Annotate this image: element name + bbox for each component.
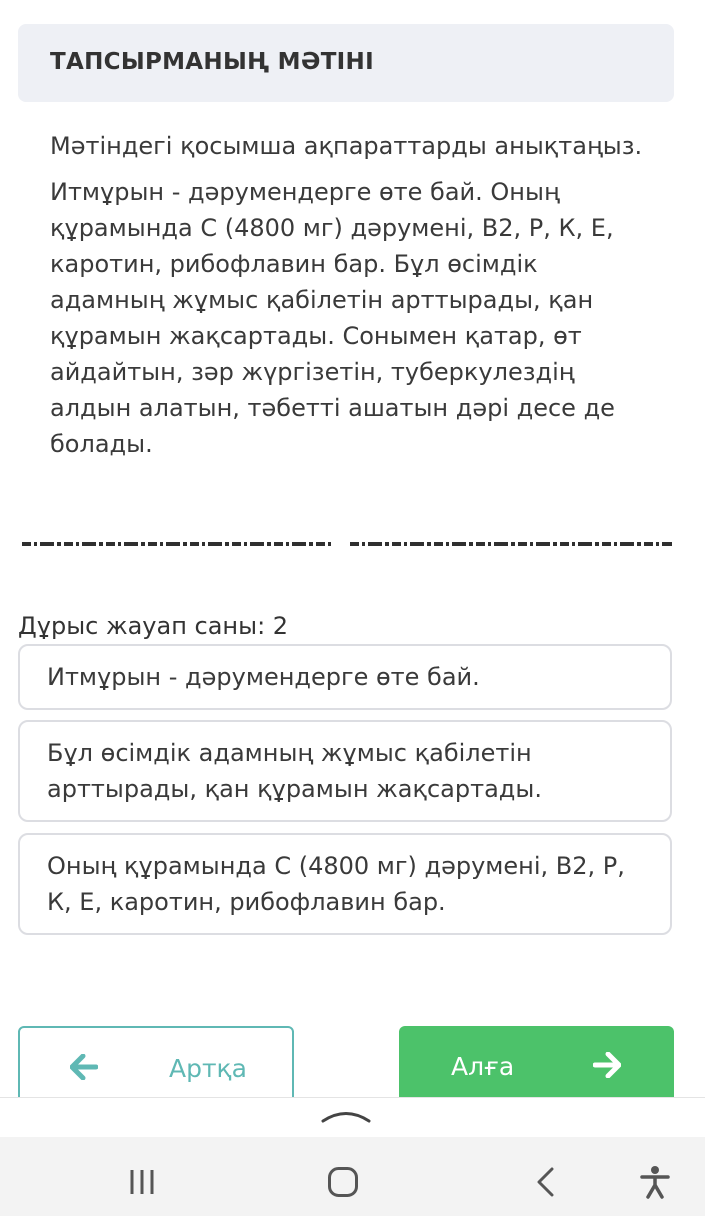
back-button-label: Артқа — [169, 1054, 247, 1083]
task-header — [18, 24, 674, 102]
system-navigation-bar — [0, 1137, 705, 1216]
task-header-title: ТАПСЫРМАНЫҢ МӘТІНІ — [50, 49, 374, 75]
task-text — [50, 128, 650, 472]
answer-option-1[interactable] — [18, 644, 672, 710]
answer-option-3[interactable] — [18, 833, 672, 935]
accessibility-icon[interactable] — [640, 1165, 670, 1199]
answer-option-text: Итмұрын - дәрумендерге өте бай. — [47, 663, 480, 691]
system-back-icon[interactable] — [534, 1167, 556, 1197]
recent-apps-icon[interactable] — [128, 1168, 156, 1196]
answer-option-text: Оның құрамында С (4800 мг) дәрумені, В2, Р, К, Е, каротин, рибофлавин бар. — [47, 852, 625, 916]
bottom-sheet-handle-bar[interactable] — [0, 1097, 705, 1138]
home-icon[interactable] — [327, 1166, 359, 1198]
task-instruction: Мәтіндегі қосымша ақпараттарды анықтаңыз. — [50, 132, 643, 160]
back-button[interactable] — [18, 1026, 294, 1106]
dashed-divider — [22, 541, 672, 547]
answer-option-text: Бұл өсімдік адамның жұмыс қабілетін арттырады, қан құрамын жақсартады. — [47, 739, 542, 803]
task-body: Итмұрын - дәрумендерге өте бай. Оның құрамында С (4800 мг) дәрумені, В2, Р, К, Е, каротин, рибофлавин бар. Бұл өсімдік адамның жұмыс қабілетін арттырады, қан құрамын жақсартады. Сонымен қатар, өт айдайтын, зәр жүргізетін, туберкулездің алдын алатын, тәбетті ашатын дәрі десе де болады. — [50, 178, 615, 458]
arrow-left-icon — [70, 1054, 98, 1080]
next-button-label: Алға — [451, 1052, 515, 1081]
answer-option-2[interactable] — [18, 720, 672, 822]
next-button[interactable] — [399, 1026, 674, 1106]
correct-answer-count: Дұрыс жауап саны: 2 — [18, 612, 289, 640]
chevron-up-icon[interactable] — [321, 1108, 371, 1124]
arrow-right-icon — [593, 1052, 621, 1078]
